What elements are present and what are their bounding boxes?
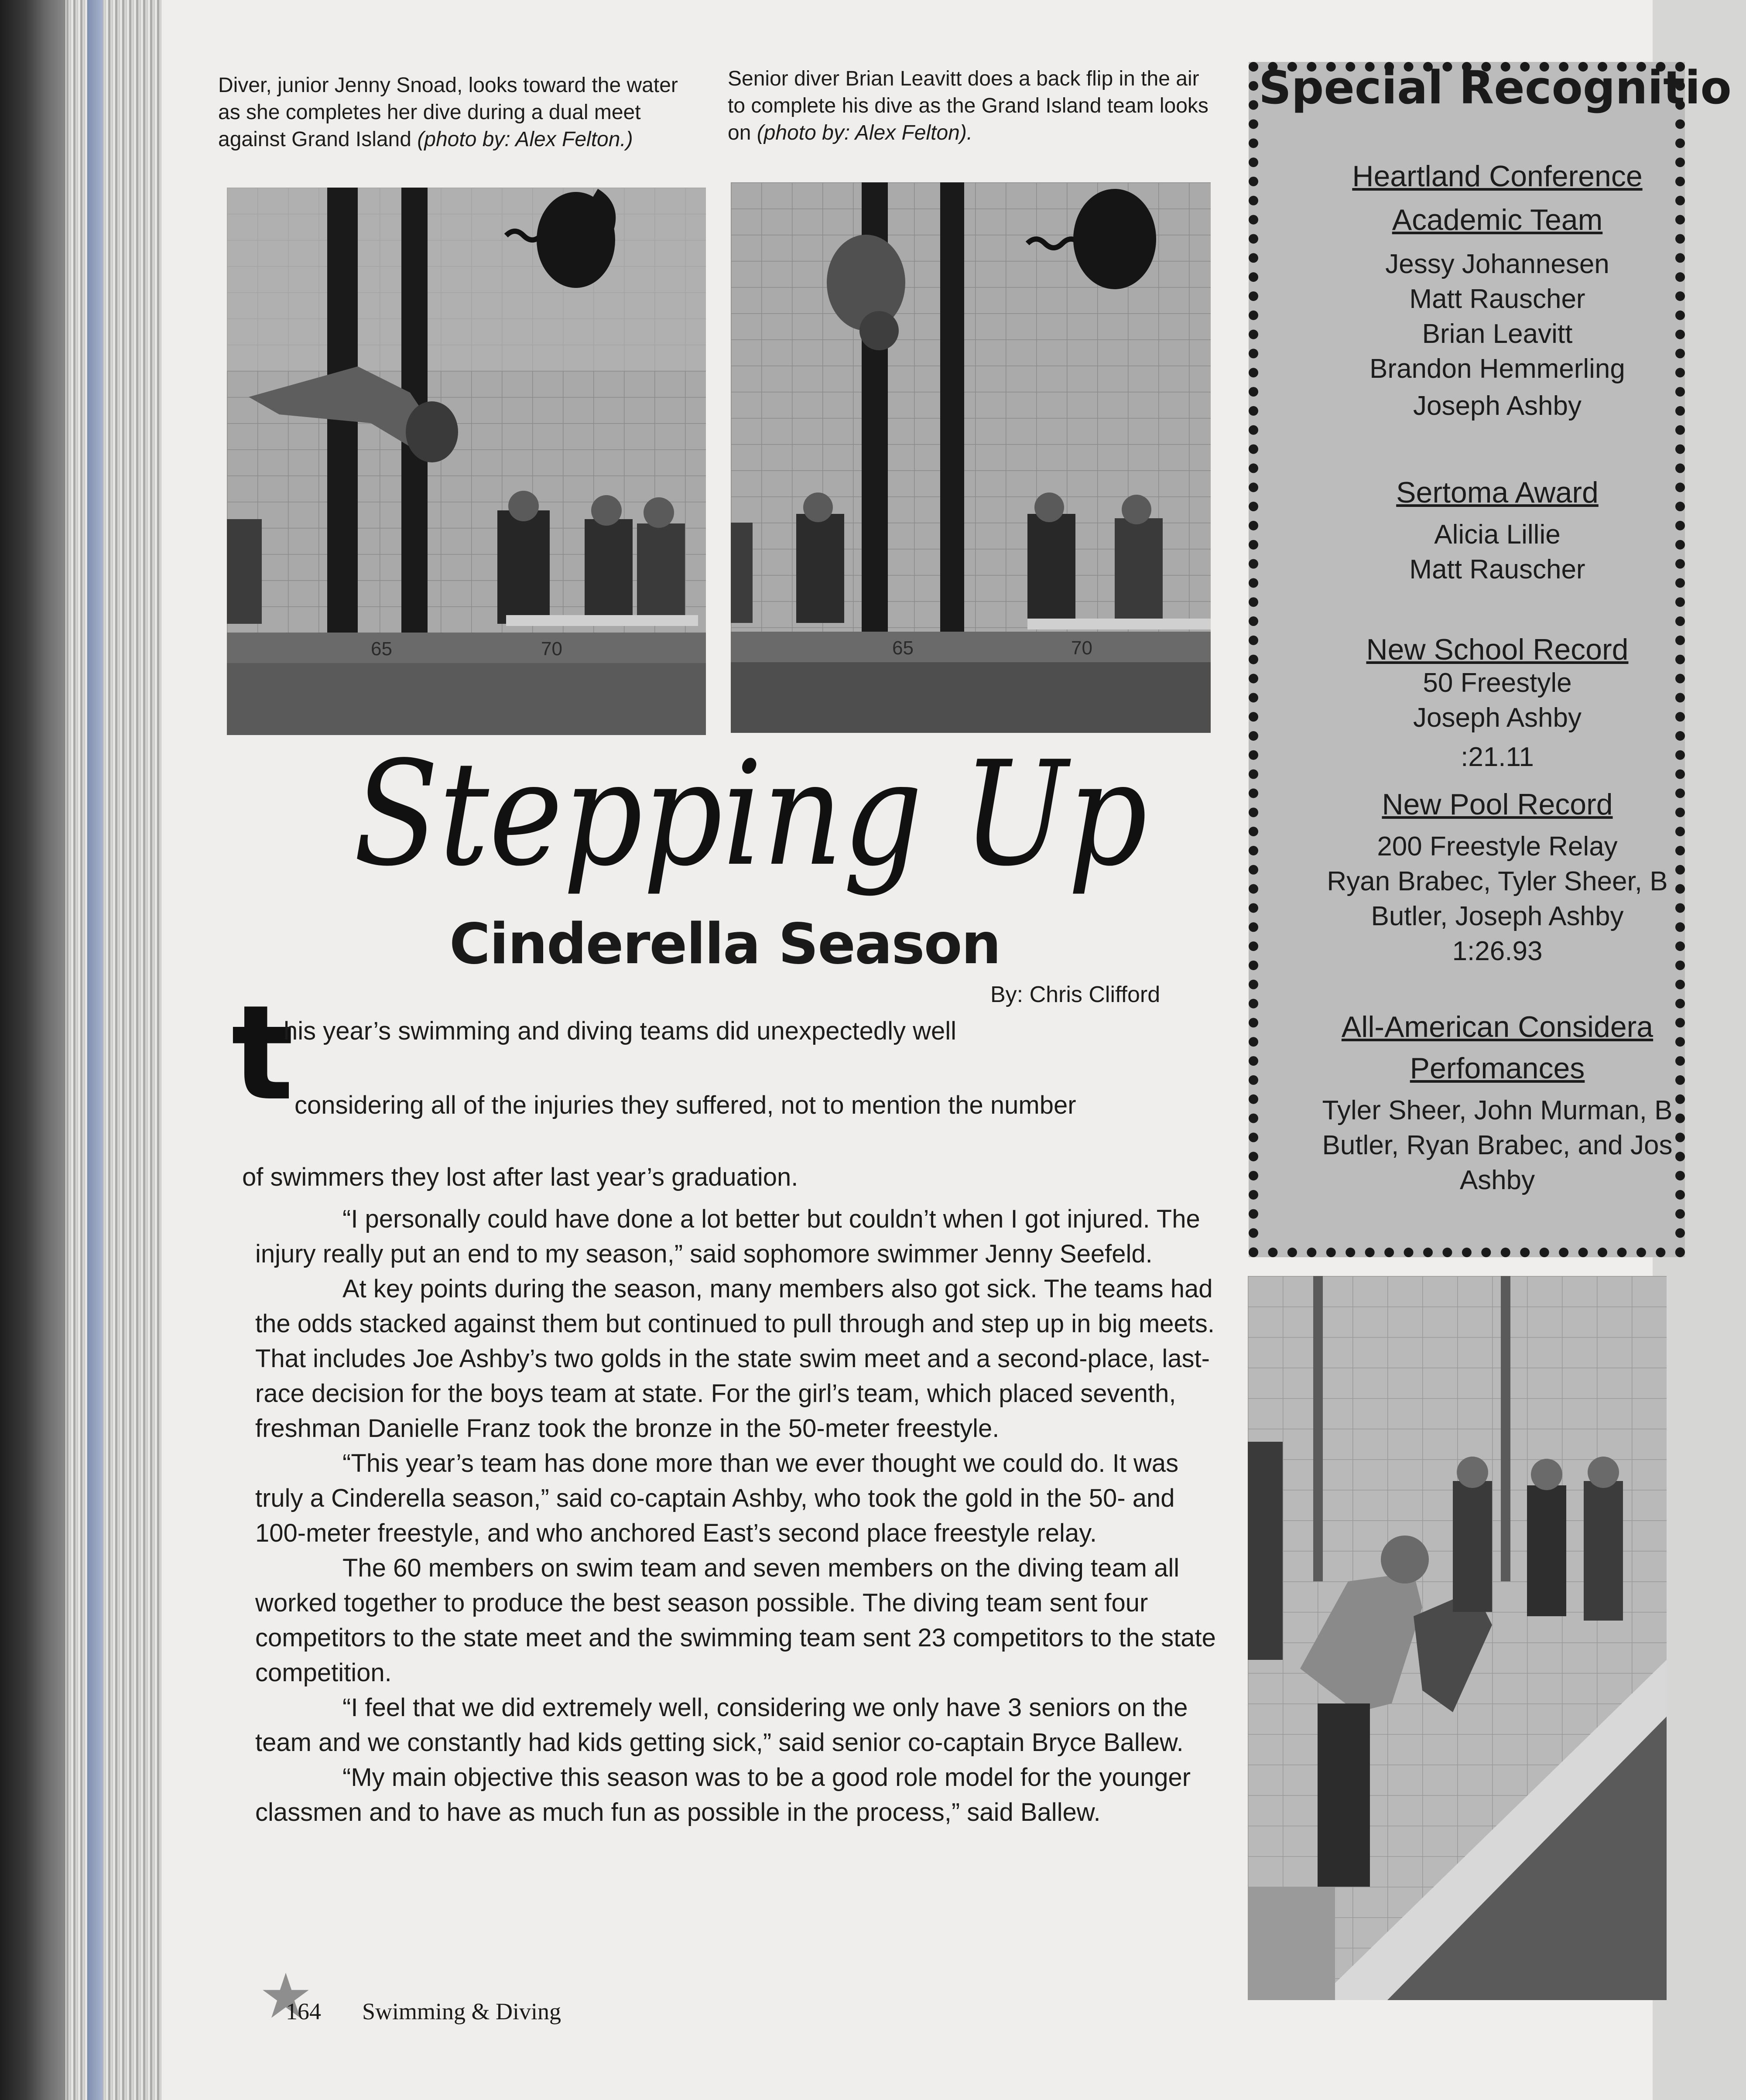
title-script [340,730,1169,929]
sidebar-entry: 50 Freestyle [1423,668,1572,698]
diver-photo-art [227,188,706,735]
backflip-photo-art [731,182,1211,733]
caption-left-text: Diver, junior Jenny Snoad, looks toward the water as she completes her dive during a dual meet against Grand Island [218,74,678,151]
lane-marker-70-right: 70 [1071,637,1092,659]
sidebar-entry: 200 Freestyle Relay [1377,831,1618,862]
caption-right [728,65,1212,147]
sidebar-entry: :21.11 [1461,742,1534,772]
sidebar-heading: All-American Considera [1341,1010,1654,1043]
lead-line-2: considering all of the injuries they suffered, not to mention the number [294,1091,1076,1119]
sidebar-entry: Brandon Hemmerling [1369,354,1625,384]
sidebar-entry: Butler, Ryan Brabec, and Jos [1322,1130,1673,1160]
photo-diver-left [227,188,706,735]
paragraph-5: “I feel that we did extremely well, considering we only have 3 seniors on the team and we constantly had kids getting sick,” said senior co-captain Bryce Ballew. [255,1693,1188,1757]
sidebar-entry: Matt Rauscher [1409,284,1585,314]
photo-pool-deck [1248,1276,1667,2000]
page-edge-tint [87,0,103,2100]
subtitle: Cinderella Season [449,912,1000,977]
sidebar-heading: Academic Team [1392,203,1603,236]
byline: By: Chris Clifford [990,982,1161,1007]
article-body [255,1202,1228,1830]
lane-marker-65: 65 [371,638,392,660]
lane-marker-70: 70 [541,638,562,660]
paragraph-4: The 60 members on swim team and seven members on the diving team all worked together to produce the best season possible. The diving team sent four competitors to the state meet and the swimming team sent 23 competitors to the state competition. [255,1554,1216,1687]
sidebar-entry: Ryan Brabec, Tyler Sheer, B [1327,866,1668,896]
paragraph-6: “My main objective this season was to be a good role model for the younger classmen and to have as much fun as possible in the process,” said Ballew. [255,1763,1191,1826]
paragraph-3: “This year’s team has done more than we ever thought we could do. It was truly a Cinderella season,” said co-captain Ashby, who took the gold in the 50- and 100-meter freestyle, and who anchored East’s second place freestyle relay. [255,1449,1179,1547]
pool-deck-photo-art [1248,1276,1667,2000]
lane-marker-65-right: 65 [892,637,914,659]
sidebar-entry: Tyler Sheer, John Murman, B [1322,1095,1673,1125]
lead-line-1: his year’s swimming and diving teams did unexpectedly well [284,1017,957,1045]
caption-right-credit: (photo by: Alex Felton). [757,121,973,144]
sidebar-entry: Ashby [1459,1165,1535,1195]
drop-cap: t [231,977,294,1129]
sidebar-entry: Joseph Ashby [1413,703,1582,733]
sidebar-entry: Brian Leavitt [1422,319,1573,349]
title-script-text: Stepping Up [353,730,1147,898]
photo-diver-right [731,182,1211,733]
sidebar-entry: Jessy Johannesen [1385,249,1609,279]
sidebar-entry: Alicia Lillie [1434,520,1561,550]
section-label: Swimming & Diving [362,1998,561,2025]
sidebar-heading: New School Record [1366,633,1629,666]
sidebar-heading: Heartland Conference [1352,160,1643,193]
sidebar-heading: Sertoma Award [1396,476,1599,509]
sidebar-entry: Joseph Ashby [1413,391,1582,421]
caption-left [218,72,698,153]
sidebar-heading: Perfomances [1410,1052,1585,1085]
sidebar-title: Special Recognitio [1259,61,1732,114]
caption-left-credit: (photo by: Alex Felton.) [417,128,633,151]
lead-line-3: of swimmers they lost after last year’s graduation. [242,1163,798,1191]
page-number: 164 [286,1998,321,2025]
paragraph-1: “I personally could have done a lot better but couldn’t when I got injured. The injury really put an end to my season,” said sophomore swimmer Jenny Seefeld. [255,1205,1200,1268]
paragraph-2: At key points during the season, many members also got sick. The teams had the odds stacked against them but continued to pull through and step up in big meets. That includes Joe Ashby’s two golds in the state swim meet and a second-place, last-race decision for the boys team at state. For the girl’s team, which placed seventh, freshman Danielle Franz took the bronze in the 50-meter freestyle. [255,1275,1215,1443]
caption-right-text: Senior diver Brian Leavitt does a back flip in the air to complete his dive as the Grand Island team looks on [728,67,1209,144]
title-script-art [340,730,1169,929]
sidebar-entry: Matt Rauscher [1409,554,1585,585]
sidebar-heading: New Pool Record [1382,788,1613,821]
sidebar-entry: Butler, Joseph Ashby [1371,901,1624,931]
sidebar-entry: 1:26.93 [1452,936,1543,966]
binding-shadow [0,0,65,2100]
